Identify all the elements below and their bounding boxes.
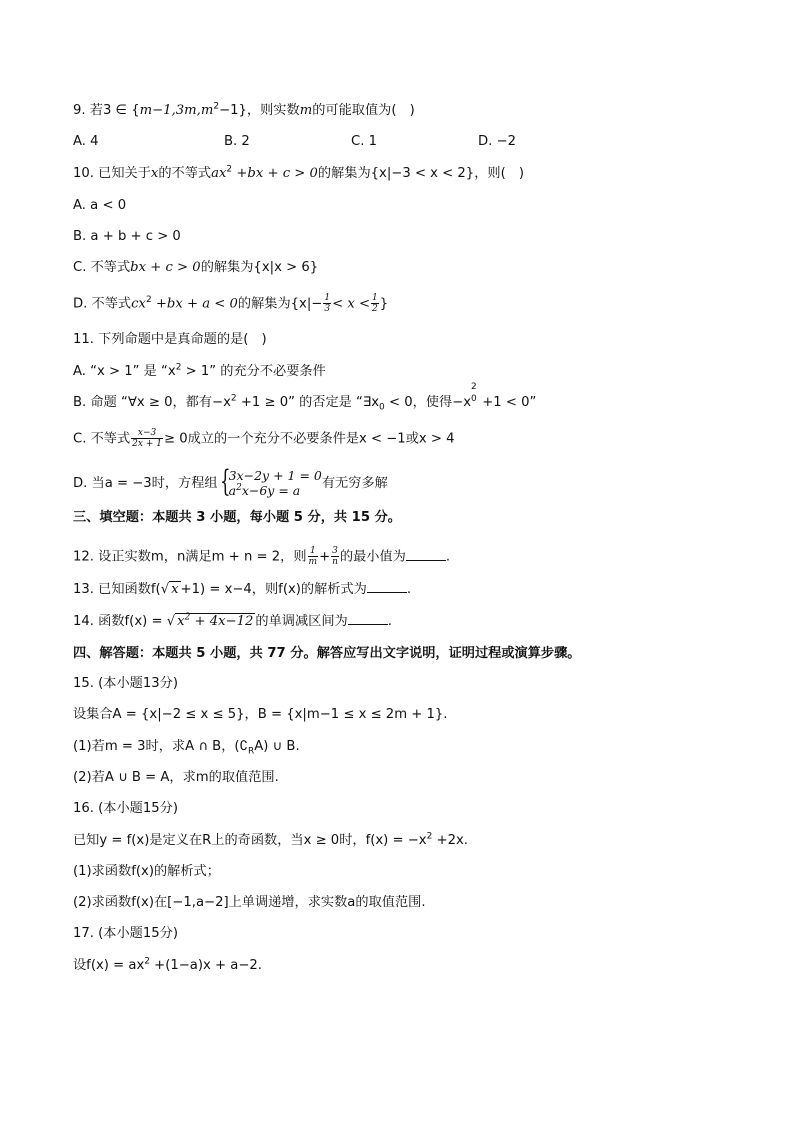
question-11: 11. 下列命题中是真命题的是( ) [73, 332, 267, 347]
q11-option-d: D. 当a = −3时，方程组 { 3x−2y + 1 = 0 $a^2x-6y = a$ 有无穷多解 [73, 464, 388, 499]
question-13: 13. 已知函数f(√ x +1) = x−4，则f(x)的解析式为 . [73, 582, 412, 597]
fraction: $\frac{x-3}{2x + 1}$ [132, 428, 162, 449]
question-17-body: 设$f(x) = ax^2 +(1-a)x + a-2$. [73, 956, 262, 973]
section-4-heading: 四、解答题：本题共 5 小题，共 77 分。解答应写出文字说明，证明过程或演算步骤。 [73, 646, 581, 661]
question-15-part-2: (2)若A ∪ B = A，求m的取值范围. [73, 770, 279, 785]
q9-option-d: D. −2 [478, 134, 516, 149]
q10-option-a: A. a < 0 [73, 198, 127, 213]
question-10: 10. 已知关于x的不等式$ax^2 +bx + c > 0$的解集为{x|−3 < x < 2}，则( ) [73, 164, 525, 181]
fraction: $\frac{1}{3}$ [324, 293, 331, 314]
answer-blank [367, 580, 407, 593]
answer-blank [406, 548, 446, 561]
question-12: 12. 设正实数m，n满足m + n = 2，则 $\frac{1}{m}$ + $\frac{3}{n}$ 的最小值为 . [73, 546, 451, 567]
question-15-body: 设集合A = {x|−2 ≤ x ≤ 5}，B = {x|m−1 ≤ x ≤ 2m + 1}. [73, 707, 448, 722]
answer-blank [348, 612, 388, 625]
question-16-body: 已知y = f(x)是定义在R上的奇函数，当x ≥ 0时，$f(x) = -x^2 +2x$. [73, 831, 468, 848]
question-16-part-1: (1)求函数f(x)的解析式； [73, 864, 220, 879]
q9-option-c: C. 1 [351, 134, 377, 149]
q10-option-c: C. 不等式bx + c > 0的解集为{x|x > 6} [73, 260, 319, 275]
question-15-title: 15. (本小题13分) [73, 676, 178, 691]
q10-option-b: B. a + b + c > 0 [73, 229, 181, 244]
section-3-heading: 三、填空题：本题共 3 小题，每小题 5 分，共 15 分。 [73, 510, 401, 525]
q9-option-b: B. 2 [224, 134, 250, 149]
q11-option-b: B. 命题 “∀x ≥ 0，都有$-x^2 +1 \ge 0$” 的否定是 “$\exists x_0 < 0$，使得−x 2 0 +1 < 0” [73, 382, 537, 413]
question-17-title: 17. (本小题15分) [73, 926, 178, 941]
question-9: 9. 若3 ∈ $\{m-1,3m,m^2-1\}$，则实数m的可能取值为( ) [73, 101, 415, 118]
fraction: $\frac{1}{m}$ [308, 546, 318, 567]
q10-option-d: D. 不等式$cx^2 +bx + a < 0$的解集为{x|− $\frac{1}{3}$ < x < $\frac{1}{2}$ } [73, 293, 389, 314]
equation-system: { 3x−2y + 1 = 0 $a^2x-6y = a$ [219, 464, 322, 499]
question-16-title: 16. (本小题15分) [73, 801, 178, 816]
question-14: 14. 函数f(x) = √ $x^2 + 4x-12$ 的单调减区间为 . [73, 612, 392, 629]
question-16-part-2: (2)求函数f(x)在[−1,a−2]上单调递增，求实数a的取值范围. [73, 895, 426, 910]
question-15-part-1: (1)若m = 3时，求A ∩ B，$(∁_RA)$ ∪ B. [73, 739, 300, 757]
fraction: $\frac{3}{n}$ [332, 546, 338, 567]
fraction: $\frac{1}{2}$ [372, 293, 378, 314]
q11-option-c: C. 不等式 $\frac{x-3}{2x + 1}$ ≥ 0成立的一个充分不必要条件是x < −1或x > 4 [73, 428, 455, 449]
q9-option-a: A. 4 [73, 134, 99, 149]
q11-option-a: A. “x > 1” 是 “$x^2 > 1$” 的充分不必要条件 [73, 362, 326, 379]
